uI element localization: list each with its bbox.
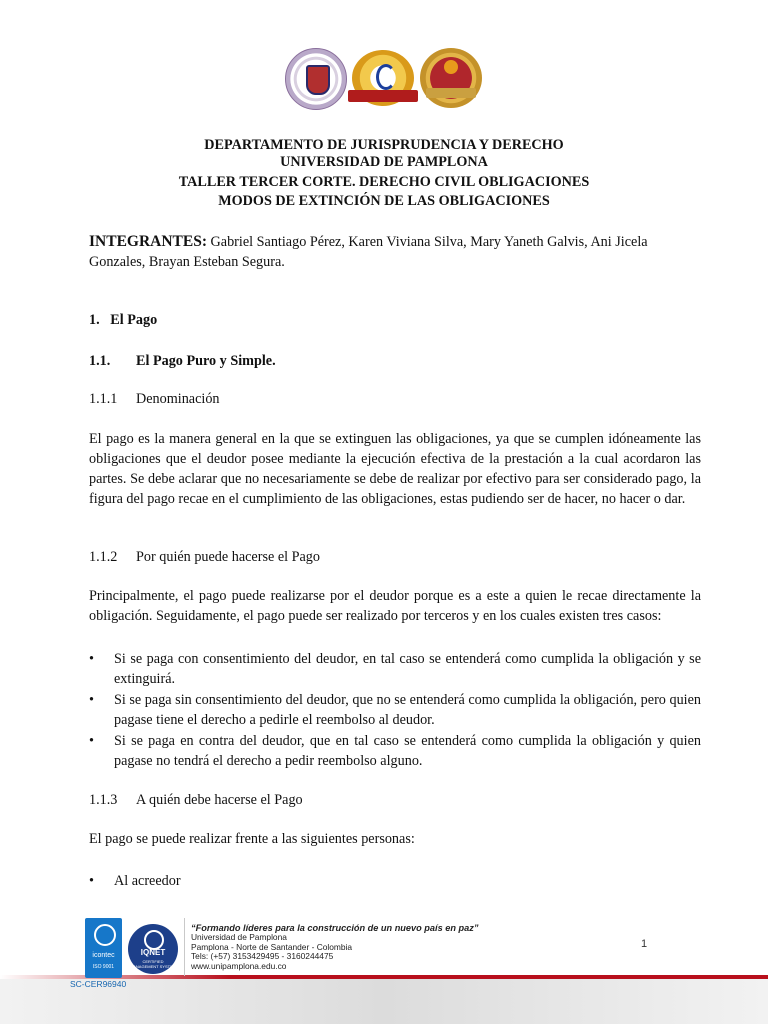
university-seal-logo xyxy=(285,48,347,110)
list-item xyxy=(89,649,701,689)
bullet-text: Si se paga con consentimiento del deudor, en tal caso se entenderá como cumplida la obligación y se extinguirá. xyxy=(114,651,701,687)
integrantes-label: INTEGRANTES: xyxy=(89,233,207,250)
iqnet-sub: CERTIFIED MANAGEMENT SYSTEM xyxy=(129,959,177,969)
department-heading: DEPARTAMENTO DE JURISPRUDENCIA Y DERECHO xyxy=(204,137,564,153)
por-quien-paragraph: Principalmente, el pago puede realizarse por el deudor porque es a este a quien le recae directamente la obligación. Seguidamente, el pago puede ser realizado por terceros y en los cuales existen tres casos: xyxy=(89,588,701,624)
a-quien-paragraph: El pago se puede realizar frente a las siguientes personas: xyxy=(89,831,415,847)
bullet-text: Al acreedor xyxy=(114,873,181,889)
footer-website[interactable]: www.unipamplona.edu.co xyxy=(191,960,287,971)
footer-motto: “Formando líderes para la construcción de un nuevo país en paz” xyxy=(191,923,479,933)
bullet-glyph: • xyxy=(89,692,94,708)
section-1-1-number: 1.1. xyxy=(89,353,111,369)
icontec-certification-logo xyxy=(85,918,122,978)
section-1-1-2-title: Por quién puede hacerse el Pago xyxy=(136,549,320,565)
bullet-text: Si se paga en contra del deudor, que en tal caso se entenderá como cumplida la obligación y quien pagase no tendrá el derecho a pedir reembolso alguno. xyxy=(114,733,701,769)
footer-divider xyxy=(184,918,185,976)
section-1-heading: 1. El Pago xyxy=(89,312,158,328)
section-1-1-1-title: Denominación xyxy=(136,391,220,407)
certificate-code: SC-CER96940 xyxy=(70,979,127,989)
section-1-1-title: El Pago Puro y Simple. xyxy=(136,353,276,369)
footer-info xyxy=(191,924,478,971)
list-item xyxy=(89,690,701,730)
footer-location: Pamplona - Norte de Santander - Colombia xyxy=(191,941,353,952)
section-1-1-3-title: A quién debe hacerse el Pago xyxy=(136,792,303,808)
footer-university: Universidad de Pamplona xyxy=(191,932,287,943)
topic-heading: MODOS DE EXTINCIÓN DE LAS OBLIGACIONES xyxy=(218,193,550,209)
bullet-glyph: • xyxy=(89,651,94,667)
section-1-1-1-number: 1.1.1 xyxy=(89,391,118,407)
bullet-text: Si se paga sin consentimiento del deudor, que no se entenderá como cumplida la obligación, pero quien pagase tiene el derecho a pedirle el reembolso al deudor. xyxy=(114,692,701,728)
institutional-logos xyxy=(0,48,768,110)
integrantes-paragraph xyxy=(89,232,701,252)
iqnet-label: IQNET xyxy=(140,948,166,957)
integrantes-names-line2: Gonzales, Brayan Esteban Segura. xyxy=(89,254,285,270)
section-1-1-2-number: 1.1.2 xyxy=(89,549,118,565)
section-1-1-3-number: 1.1.3 xyxy=(89,792,118,808)
list-item xyxy=(89,731,701,771)
list-item xyxy=(89,871,701,891)
accreditation-seal-logo xyxy=(352,50,414,106)
anniversary-seal-logo xyxy=(420,48,482,108)
bullet-glyph: • xyxy=(89,733,94,749)
icontec-label: icontec xyxy=(92,952,115,959)
footer-phones: Tels: (+57) 3153429495 - 3160244475 xyxy=(191,951,334,962)
icontec-iso: ISO 9001 xyxy=(92,964,115,970)
workshop-heading: TALLER TERCER CORTE. DERECHO CIVIL OBLIGACIONES xyxy=(178,174,590,190)
bullet-glyph: • xyxy=(89,873,94,889)
page-number: 1 xyxy=(641,938,648,950)
university-heading: UNIVERSIDAD DE PAMPLONA xyxy=(280,154,488,170)
denominacion-paragraph: El pago es la manera general en la que se extinguen las obligaciones, ya que se cumplen idóneamente las obligaciones que el deudor posee mediante la ejecución efectiva de la prestación a la cual acordaron las partes. Se debe aclarar que no necesariamente se debe de realizar por efectivo para ser considerado pago, la figura del pago recae en el cumplimiento de las obligaciones, estas pudiendo ser de hacer, no hacer o dar. xyxy=(89,431,701,507)
iqnet-certification-logo xyxy=(128,924,178,974)
integrantes-names-line1: Gabriel Santiago Pérez, Karen Viviana Silva, Mary Yaneth Galvis, Ani Jicela xyxy=(210,234,648,250)
